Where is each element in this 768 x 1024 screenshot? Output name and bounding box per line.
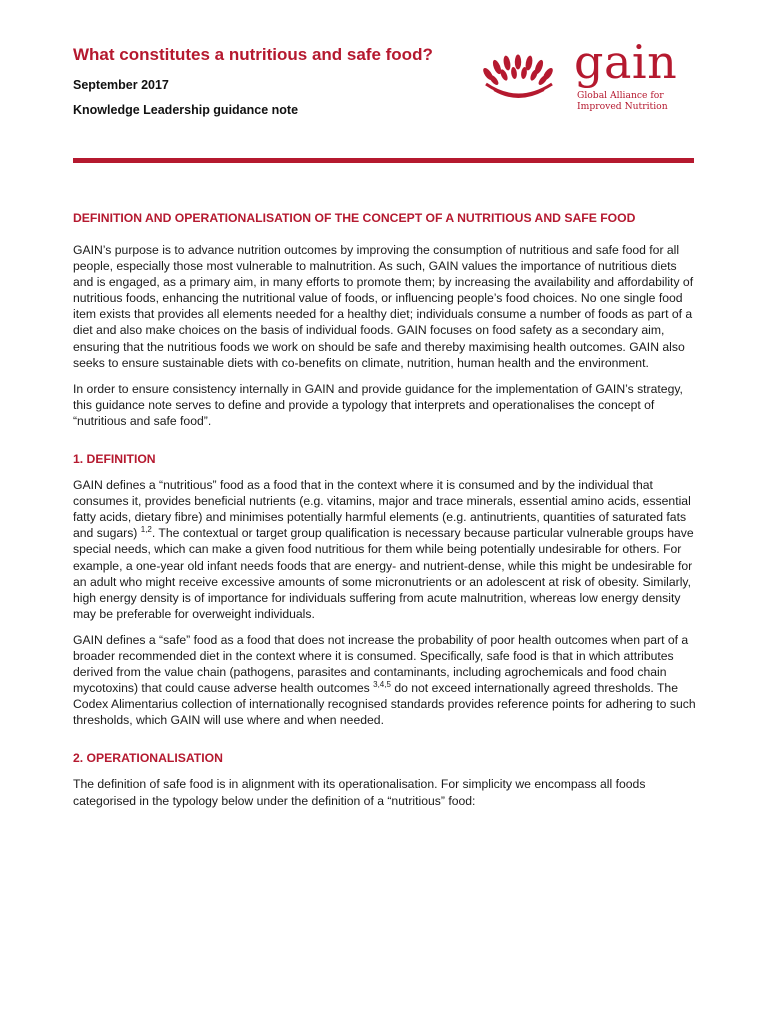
operationalisation-heading: 2. OPERATIONALISATION bbox=[73, 751, 223, 766]
intro-paragraph-1: GAIN’s purpose is to advance nutrition outcomes by improving the consumption of nutritious and safe food for all people, especially those most vulnerable to malnutrition. As such, GAIN values the importance of nutritious diets and is engaged, as a primary aim, in many efforts to promote them; by increasing the availability and affordability of nutritious foods, enhancing the nutritional value of foods, or influencing people’s food choices. No one single food item exists that provides all elements needed for a healthy diet; individuals consume a number of foods as part of a diet and also make choices on the basis of individual foods. GAIN focuses on food safety as a secondary aim, ensuring that the nutritious foods we work on should be safe and thereby maximising health outcomes. GAIN also seeks to ensure sustainable diets with co-benefits on climate, nutrition, human health and the environment. bbox=[73, 243, 694, 370]
operationalisation-paragraph: The definition of safe food is in alignment with its operationalisation. For simplicity we encompass all foods categorised in the typology below under the definition of a “nutritious” food: bbox=[73, 777, 646, 808]
publication-date: September 2017 bbox=[73, 78, 169, 92]
definition-paragraph-1 bbox=[73, 477, 699, 622]
wheat-icon bbox=[480, 54, 572, 104]
footnote-ref-3-4-5: 3,4,5 bbox=[373, 680, 391, 690]
definition-paragraph-2 bbox=[73, 632, 699, 729]
definition-paragraph-1-text-b: . The contextual or target group qualification is necessary because particular vulnerable groups have special needs, which can make a given food nutritious for them while being potentially undesirable for others. For example, a one-year old infant needs foods that are energy- and nutrient-dense, while this might be undesirable for an adult who might receive excessive amounts of some micronutrients or an adolescent at risk of obesity. Similarly, high energy density is of importance for individuals suffering from acute malnutrition, whereas low energy density may be preferable for overweight individuals. bbox=[73, 526, 694, 621]
page-title: What constitutes a nutritious and safe food? bbox=[73, 45, 433, 64]
document-body bbox=[73, 210, 699, 809]
header-divider bbox=[73, 158, 694, 163]
footnote-ref-1-2: 1,2 bbox=[140, 525, 152, 535]
gain-logo bbox=[480, 35, 700, 120]
logo-tagline: Global Alliance for Improved Nutrition bbox=[577, 90, 668, 112]
logo-wordmark: gain bbox=[574, 35, 678, 89]
document-type: Knowledge Leadership guidance note bbox=[73, 103, 299, 117]
definition-paragraph-1-text-a: GAIN defines a “nutritious” food as a food that in the context where it is consumed and by the individual that consumes it, provides beneficial nutrients (e.g. vitamins, major and trace minerals, essential amino acids, essential fatty acids, dietary fibre) and minimises potentially harmful elements (e.g. antinutrients, quantities of saturated fats and sugars) bbox=[73, 478, 691, 541]
definition-paragraph-2-text-b: do not exceed internationally agreed thresholds. The Codex Alimentarius collection of internationally recognised standards provides reference points for adhering to such thresholds, which GAIN will use where and when needed. bbox=[73, 681, 696, 728]
main-section-heading: DEFINITION AND OPERATIONALISATION OF THE CONCEPT OF A NUTRITIOUS AND SAFE FOOD bbox=[73, 211, 636, 225]
definition-paragraph-2-text-a: GAIN defines a “safe” food as a food that does not increase the probability of poor health outcomes when part of a broader recommended diet in the context where it is consumed. Specifically, safe food is that in which attributes derived from the value chain (pathogens, parasites and contaminants, including agrochemicals and food chain mycotoxins) that could cause adverse health outcomes bbox=[73, 632, 689, 696]
definition-heading: 1. DEFINITION bbox=[73, 452, 156, 467]
intro-paragraph-2: In order to ensure consistency internally in GAIN and provide guidance for the implementation of GAIN’s strategy, this guidance note serves to define and provide a typology that interprets and operationalises the concept of “nutritious and safe food”. bbox=[73, 381, 683, 428]
